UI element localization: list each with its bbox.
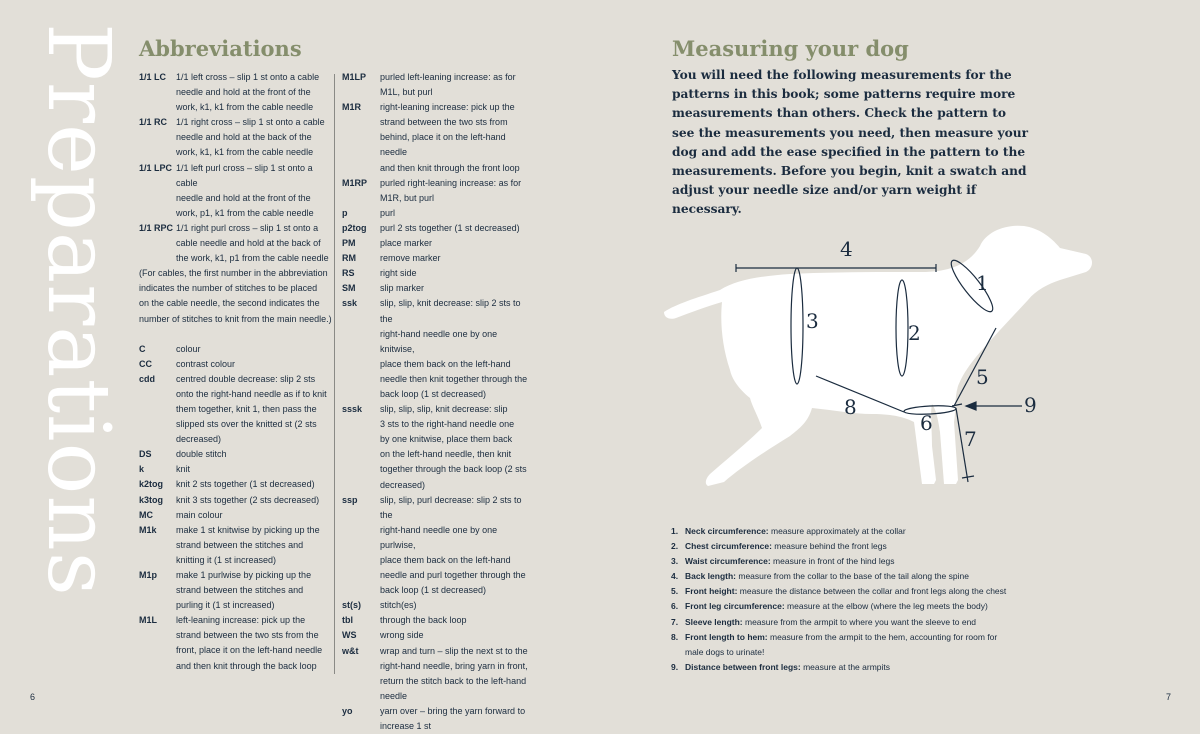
abbreviation-term [139, 236, 176, 251]
abbreviation-definition: right-hand needle one by one knitwise, [380, 328, 498, 354]
abbreviation-definition: right-leaning increase: pick up the [380, 102, 515, 113]
column-divider [334, 74, 335, 674]
abbreviation-term [139, 598, 176, 613]
abbreviation-term: M1LP [342, 72, 367, 82]
abbreviation-row [342, 70, 532, 85]
abbreviation-term [342, 372, 380, 387]
abbreviation-term [342, 553, 380, 568]
abbreviation-row [139, 70, 335, 85]
abbreviation-row [342, 115, 532, 130]
abbreviation-term [139, 432, 176, 447]
measurement-item [671, 645, 1051, 660]
abbreviation-definition: M1L, but purl [380, 87, 433, 98]
abbreviation-row [139, 417, 335, 432]
abbreviation-definition: make 1 st knitwise by picking up the [176, 524, 320, 535]
abbreviation-term [342, 689, 380, 704]
abbreviation-row [342, 628, 532, 643]
abbreviation-definition: 1/1 left cross – slip 1 st onto a cable [176, 72, 320, 82]
intro-paragraph: You will need the following measurements for the patterns in this book; some patterns require more measurements than others. Check the pattern to see the measurements you need, then measure your dog and add the ease specified in the pattern to the measurements. Before you begin, knit a swatch and adjust your needle size and/or yarn weight if necessary. [672, 68, 1029, 217]
abbreviation-term: MC [139, 509, 153, 520]
measurement-number: 7. [671, 616, 679, 627]
abbreviation-definition: remove marker [380, 253, 441, 264]
abbreviation-definition: contrast colour [176, 358, 236, 369]
label-3: 3 [806, 309, 819, 333]
measurement-description: measure from the armpit to where you want the sleeve to end [742, 616, 977, 627]
abbreviation-row [342, 478, 532, 493]
abbreviation-definition: slip, slip, slip, knit decrease: slip [380, 404, 508, 415]
abbreviation-definition: needle and hold at the front of the [176, 87, 311, 98]
abbreviation-term: 1/1 LC [139, 72, 167, 82]
abbreviation-term: 1/1 LPC [139, 162, 173, 173]
measurement-description: measure in front of the hind legs [770, 556, 895, 567]
abbreviation-term [342, 462, 380, 477]
abbreviation-row [342, 251, 532, 266]
abbreviation-row [139, 402, 335, 417]
abbreviation-row [342, 372, 532, 387]
abbreviation-term: RM [342, 253, 356, 264]
abbreviation-definition: needle and purl together through the [380, 570, 526, 581]
abbreviation-definition: 1/1 left purl cross – slip 1 st onto a cable [176, 162, 313, 188]
abbreviation-term: M1p [139, 570, 157, 580]
abbreviation-term [342, 161, 380, 176]
abbreviation-definition: place them back on the left-hand [380, 555, 511, 565]
measurement-number: 9. [671, 661, 679, 672]
abbreviation-definition: 1/1 right cross – slip 1 st onto a cable [176, 117, 325, 128]
abbreviation-definition: strand between the two sts from the [176, 630, 319, 641]
measurement-description: measure at the elbow (where the leg meets the body) [784, 601, 988, 612]
abbreviation-term [342, 432, 380, 447]
abbreviation-term: yo [342, 705, 353, 716]
abbreviation-row [139, 583, 335, 598]
abbreviation-row [139, 568, 335, 583]
abbreviation-row [139, 191, 335, 206]
abbreviation-row [342, 357, 532, 372]
measurement-item [671, 615, 1051, 630]
abbreviation-term [139, 538, 176, 553]
abbreviation-definition: work, k1, k1 from the cable needle [176, 147, 314, 158]
abbreviation-row [342, 296, 532, 326]
dog-silhouette [664, 226, 1092, 486]
abbreviation-row [139, 342, 335, 357]
abbreviation-term [139, 659, 176, 674]
abbreviation-term: sssk [342, 404, 363, 415]
abbreviation-row [139, 206, 335, 221]
abbreviation-term [342, 719, 380, 734]
abbreviation-row [139, 659, 335, 674]
label-9: 9 [1024, 393, 1037, 417]
abbreviation-definition: together through the back loop (2 sts [380, 464, 527, 475]
abbreviation-term: p2tog [342, 222, 367, 233]
abbreviation-row [139, 628, 335, 643]
measurement-name: Front leg circumference: [685, 601, 785, 612]
measurement-description: measure the distance between the collar and front legs along the chest [737, 586, 1007, 597]
abbreviation-definition: on the left-hand needle, then knit [380, 449, 512, 460]
abbreviation-term: M1RP [342, 177, 368, 188]
abbreviation-definition: M1R, but purl [380, 192, 435, 203]
abbreviation-term: st(s) [342, 600, 362, 611]
measurement-item [671, 539, 1051, 554]
label-7: 7 [964, 427, 977, 451]
abbreviation-row [139, 161, 335, 191]
abbreviation-term [139, 130, 176, 145]
abbreviation-row [139, 462, 335, 477]
abbreviation-row [342, 583, 532, 598]
label-8: 8 [844, 395, 857, 419]
abbreviation-row [139, 493, 335, 508]
abbreviation-definition: needle and hold at the back of the [176, 132, 312, 143]
abbreviation-definition: cable needle and hold at the back of [176, 238, 321, 249]
abbreviation-term [139, 553, 176, 568]
measurement-number: 4. [671, 571, 679, 582]
abbreviation-row [342, 523, 532, 553]
abbreviation-definition: front, place it on the left-hand needle [176, 645, 323, 656]
abbreviation-definition: colour [176, 343, 201, 354]
abbreviation-row [342, 161, 532, 176]
abbreviation-definition: work, p1, k1 from the cable needle [176, 207, 314, 218]
abbreviation-term [139, 417, 176, 432]
measurement-number: 8. [671, 631, 679, 642]
abbreviation-definition: centred double decrease: slip 2 sts [176, 373, 316, 384]
abbreviation-row [139, 357, 335, 372]
abbreviation-definition: back loop (1 st decreased) [380, 585, 487, 596]
abbreviation-term [342, 327, 380, 357]
abbreviation-term [139, 85, 176, 100]
abbreviation-term [342, 659, 380, 674]
measurement-name: Front height: [685, 586, 738, 597]
abbreviation-definition: needle then knit together through the [380, 373, 528, 384]
label-5: 5 [976, 365, 989, 389]
abbreviation-definition: strand between the stitches and [176, 539, 304, 550]
abbreviation-definition: slip marker [380, 283, 425, 294]
abbreviation-row [139, 553, 335, 568]
abbreviation-term: p [342, 207, 348, 218]
abbreviation-term [139, 191, 176, 206]
abbreviation-row [139, 477, 335, 492]
abbreviation-term: M1k [139, 524, 157, 535]
abbreviation-term: tbl [342, 615, 353, 626]
measurement-description: measure approximately at the collar [768, 526, 906, 536]
measurement-item [671, 630, 1051, 645]
measurement-item [671, 554, 1051, 569]
abbreviation-definition: wrong side [380, 630, 424, 641]
abbreviation-row [139, 523, 335, 538]
abbreviation-definition: main colour [176, 509, 223, 520]
abbreviation-row [342, 644, 532, 659]
measurement-name: Back length: [685, 571, 737, 582]
abbreviation-definition: knitting it (1 st increased) [176, 554, 277, 565]
abbreviation-definition: slipped sts over the knitted st (2 sts [176, 419, 317, 430]
abbreviation-definition: place them back on the left-hand [380, 358, 511, 369]
abbreviation-definition: yarn over – bring the yarn forward to [380, 705, 526, 716]
measurement-description: measure behind the front legs [771, 541, 887, 552]
abbreviation-row [139, 643, 335, 658]
abbreviation-term [139, 583, 176, 598]
abbreviation-definition: needle [380, 690, 408, 701]
abbreviation-term: WS [342, 630, 357, 641]
abbreviation-row [342, 462, 532, 477]
abbreviation-term [139, 402, 176, 417]
abbreviation-definition: knit [176, 464, 191, 475]
abbreviation-definition: decreased) [380, 479, 426, 490]
abbreviation-definition: purled right-leaning increase: as for [380, 177, 522, 188]
abbreviation-definition: double stitch [176, 449, 227, 460]
abbreviation-term: M1L [139, 615, 157, 626]
abbreviation-term [342, 417, 380, 432]
cable-note-line: on the cable needle, the second indicates the [139, 298, 320, 309]
abbreviation-definition: knit 2 sts together (1 st decreased) [176, 479, 315, 490]
abbreviation-term [139, 251, 176, 266]
abbreviation-definition: place marker [380, 238, 433, 249]
abbreviation-row [342, 447, 532, 462]
abbreviation-definition: and then knit through the back loop [176, 660, 317, 671]
abbreviation-row [342, 417, 532, 432]
abbreviation-row [342, 493, 532, 523]
abbreviation-row [342, 327, 532, 357]
abbreviation-term: w&t [342, 645, 359, 656]
abbreviation-row [139, 447, 335, 462]
abbreviation-row [139, 538, 335, 553]
abbreviation-definition: back loop (1 st decreased) [380, 388, 487, 399]
abbreviation-definition: make 1 purlwise by picking up the [176, 570, 312, 580]
abbreviation-definition: work, k1, k1 from the cable needle [176, 102, 314, 113]
abbreviation-row [139, 613, 335, 628]
abbreviation-row [139, 145, 335, 160]
abbreviation-term [342, 387, 380, 402]
measurement-item [671, 584, 1051, 599]
abbreviation-row [342, 568, 532, 583]
abbreviation-definition: purled left-leaning increase: as for [380, 72, 516, 82]
abbreviation-term: SM [342, 283, 356, 294]
abbreviation-row [139, 236, 335, 251]
abbreviation-row [342, 432, 532, 447]
abbreviation-definition: by one knitwise, place them back [380, 434, 513, 445]
abbreviations-column-2 [342, 70, 532, 734]
abbreviation-row [342, 553, 532, 568]
abbreviation-definition: 1/1 right purl cross – slip 1 st onto a [176, 222, 319, 233]
abbreviation-row [342, 613, 532, 628]
abbreviation-term: k [139, 464, 145, 475]
abbreviation-row [342, 689, 532, 704]
abbreviation-term [342, 523, 380, 553]
measurement-number: 1. [671, 526, 679, 536]
abbreviation-row [342, 100, 532, 115]
abbreviation-definition: return the stitch back to the left-hand [380, 675, 527, 686]
measurement-name: Distance between front legs: [685, 661, 801, 672]
label-4: 4 [840, 237, 853, 261]
abbreviation-row [139, 130, 335, 145]
abbreviation-row [139, 115, 335, 130]
abbreviation-definition: wrap and turn – slip the next st to the [380, 645, 528, 656]
abbreviation-row [342, 659, 532, 674]
abbreviation-term: 1/1 RC [139, 117, 168, 128]
abbreviation-definition: decreased) [176, 434, 222, 445]
measurement-number: 6. [671, 601, 679, 612]
dog-measurement-diagram [640, 210, 1200, 520]
abbreviation-definition: strand between the stitches and [176, 585, 304, 596]
abbreviation-row [342, 221, 532, 236]
measurement-number: 5. [671, 586, 679, 597]
page-number-right: 7 [1166, 692, 1172, 702]
abbreviation-row [139, 432, 335, 447]
measurement-description: measure from the collar to the base of the tail along the spine [736, 571, 969, 582]
abbreviation-row [342, 236, 532, 251]
abbreviation-term: 1/1 RPC [139, 222, 174, 233]
measurement-description: male dogs to urinate! [685, 646, 765, 657]
abbreviation-definition: knit 3 sts together (2 sts decreased) [176, 494, 320, 505]
measurement-item [671, 599, 1051, 614]
measurements-list [671, 524, 1051, 675]
measurement-name: Sleeve length: [685, 616, 743, 627]
abbreviation-definition: and then knit through the front loop [380, 162, 520, 173]
abbreviation-definition: purl 2 sts together (1 st decreased) [380, 222, 520, 233]
abbreviation-definition: purling it (1 st increased) [176, 600, 275, 611]
abbreviation-term: k2tog [139, 479, 164, 490]
abbreviation-row [342, 85, 532, 100]
measurement-number: 3. [671, 556, 679, 567]
abbreviation-definition: through the back loop [380, 615, 467, 626]
abbreviation-row [139, 598, 335, 613]
abbreviation-term [342, 115, 380, 130]
abbreviation-term [342, 191, 380, 206]
cable-note-line: number of stitches to knit from the main needle.) [139, 313, 332, 324]
abbreviation-row [342, 719, 532, 734]
abbreviation-row [342, 402, 532, 417]
abbreviation-term [342, 130, 380, 160]
abbreviation-row [342, 176, 532, 191]
abbreviation-definition: behind, place it on the left-hand needle [380, 132, 506, 158]
measurement-description: measure at the armpits [800, 661, 891, 672]
abbreviation-definition: stitch(es) [380, 600, 417, 611]
cable-note-line: indicates the number of stitches to be placed [139, 283, 318, 294]
abbreviation-definition: needle and hold at the front of the [176, 192, 311, 203]
label-6: 6 [920, 411, 933, 435]
abbreviation-definition: right-hand needle one by one purlwise, [380, 524, 498, 550]
abbreviation-row [139, 372, 335, 387]
abbreviation-row [342, 206, 532, 221]
abbreviation-term: DS [139, 449, 152, 460]
abbreviation-term: CC [139, 358, 152, 369]
label-2: 2 [908, 321, 921, 345]
page-number-left: 6 [30, 692, 36, 702]
measurement-item [671, 524, 1051, 539]
abbreviation-definition: right-hand needle, bring yarn in front, [380, 660, 528, 671]
abbreviation-definition: them together, knit 1, then pass the [176, 403, 317, 414]
abbreviation-term [342, 447, 380, 462]
abbreviation-row [139, 387, 335, 402]
abbreviation-row [139, 85, 335, 100]
abbreviation-row [139, 221, 335, 236]
abbreviation-row [342, 387, 532, 402]
abbreviation-row [342, 598, 532, 613]
abbreviation-row [139, 251, 335, 266]
abbreviation-definition: 3 sts to the right-hand needle one [380, 419, 515, 430]
abbreviation-term [139, 100, 176, 115]
abbreviations-heading: Abbreviations [139, 36, 302, 61]
abbreviation-row [342, 191, 532, 206]
abbreviation-term: RS [342, 268, 355, 279]
abbreviation-row [139, 100, 335, 115]
measurement-name: Front length to hem: [685, 631, 768, 642]
abbreviation-term: M1R [342, 102, 362, 113]
measurement-name: Neck circumference: [685, 526, 769, 536]
abbreviations-column-1 [139, 70, 335, 674]
measurement-name: Waist circumference: [685, 556, 771, 567]
abbreviation-row [342, 281, 532, 296]
abbreviation-term [139, 145, 176, 160]
abbreviation-term: ssp [342, 494, 358, 505]
abbreviation-term [342, 583, 380, 598]
abbreviation-term: k3tog [139, 494, 164, 505]
abbreviation-definition: the work, k1, p1 from the cable needle [176, 253, 329, 264]
abbreviation-row [139, 508, 335, 523]
abbreviation-definition: onto the right-hand needle as if to knit [176, 388, 327, 399]
vertical-title: Preparations [28, 23, 128, 597]
measurement-item [671, 569, 1051, 584]
abbreviation-row [342, 704, 532, 719]
abbreviation-term [139, 206, 176, 221]
abbreviation-term [342, 478, 380, 493]
measurement-number: 2. [671, 541, 679, 552]
abbreviation-row [342, 674, 532, 689]
abbreviation-row [342, 130, 532, 160]
abbreviation-definition: strand between the two sts from [380, 117, 508, 128]
abbreviation-term: cdd [139, 373, 156, 384]
abbreviation-term [342, 85, 380, 100]
abbreviation-term [139, 628, 176, 643]
label-1: 1 [976, 271, 989, 295]
measuring-heading: Measuring your dog [672, 36, 909, 61]
abbreviation-definition: slip, slip, knit decrease: slip 2 sts to the [380, 298, 521, 324]
abbreviation-definition: purl [380, 207, 396, 218]
abbreviation-definition: increase 1 st [380, 721, 432, 732]
abbreviation-term: ssk [342, 298, 358, 309]
abbreviation-term [139, 387, 176, 402]
abbreviation-definition: slip, slip, purl decrease: slip 2 sts to the [380, 494, 522, 520]
abbreviation-term [139, 643, 176, 658]
abbreviation-definition: right side [380, 268, 417, 279]
measurement-description: measure from the armpit to the hem, accounting for room for [767, 631, 998, 642]
cable-note-line: (For cables, the first number in the abbreviation [139, 268, 328, 279]
abbreviation-term: PM [342, 238, 356, 249]
abbreviation-term [342, 674, 380, 689]
measurement-item [671, 660, 1051, 675]
abbreviation-row [342, 266, 532, 281]
abbreviation-term: C [139, 343, 146, 354]
abbreviation-term [342, 568, 380, 583]
measurement-name: Chest circumference: [685, 541, 772, 552]
abbreviation-term [342, 357, 380, 372]
abbreviation-definition: left-leaning increase: pick up the [176, 615, 306, 626]
